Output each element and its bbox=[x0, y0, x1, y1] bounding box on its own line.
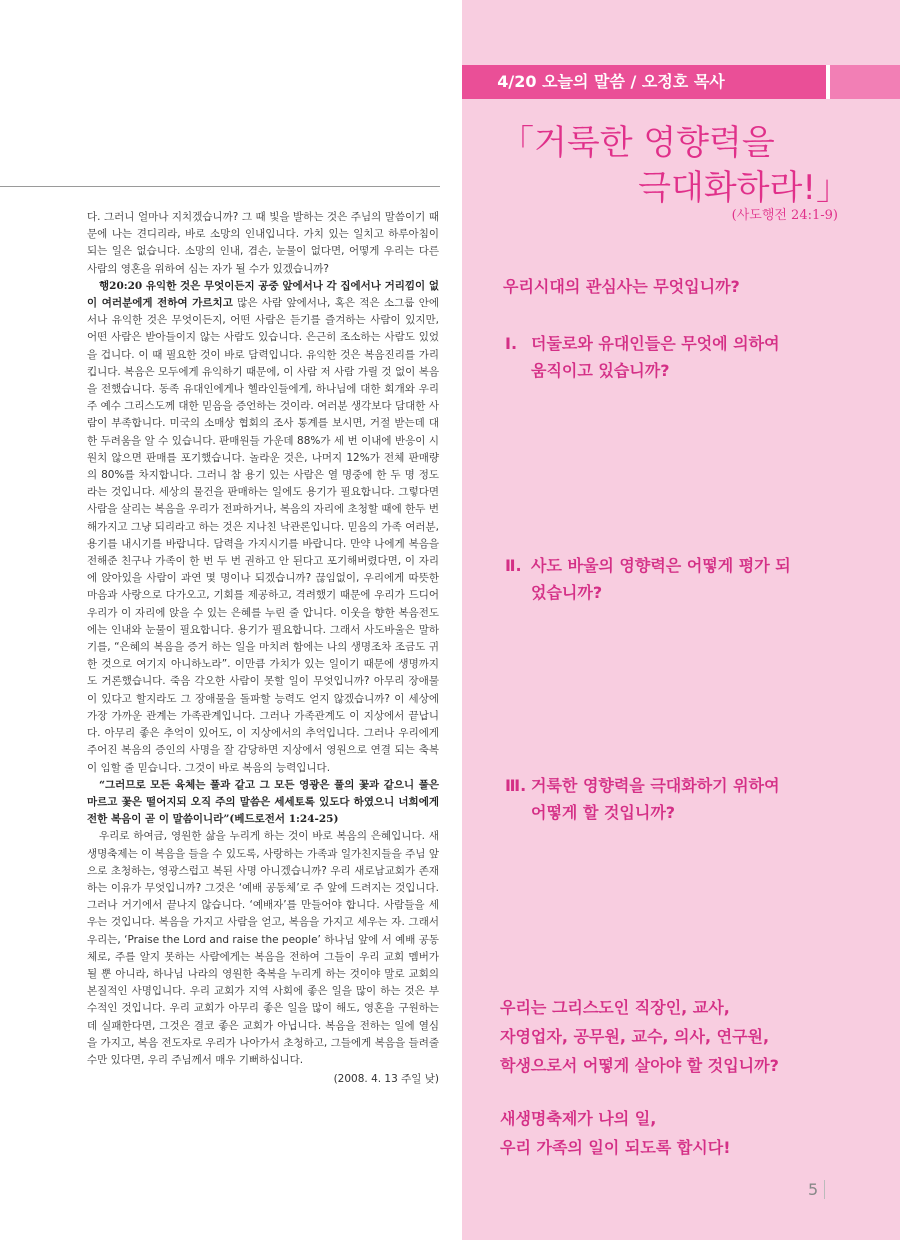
verse-acts-20-20: 행20:20 유익한 것은 무엇이든지 공중 앞에서나 각 집에서나 거리낌이 없이 여러분에게 전하여 가르치고 bbox=[87, 279, 439, 310]
outline-point-1 bbox=[505, 330, 780, 384]
header-accent-block bbox=[826, 65, 900, 99]
verse-1-peter bbox=[87, 777, 439, 829]
top-rule bbox=[0, 186, 440, 187]
paragraph-2 bbox=[87, 278, 439, 777]
header-label: 4/20 오늘의 말씀 / 오정호 목사 bbox=[497, 72, 725, 91]
paragraph-2-text: 많은 사람 앞에서나, 혹은 적은 소그룹 안에서나 유익한 것은 무엇이든지, 어떤 사람은 듣기를 즐겨하는 사람이 있지만, 어떤 사람은 받아들이지 않는 사람도 있습니다. 은근히 조소하는 사람도 있었을 겁니다. 이 때 필요한 것이 바로 담력입니다. 유익한 것은 복음진리를 가리킵니다. 복음은 모두에게 유익하기 때문에, 이 사람 저 사람 가릴 것 없이 복음을 전했습니다. 동족 유대인에게나 헬라인들에게, 하나님에 대한 회개와 우리 주 예수 그리스도께 대한 믿음을 증언하는 것이라. 여러분 생각보다 담대한 사람이 부족합니다. 미국의 소매상 협회의 조사 통계를 보시면, 거절 받는데 대한 두려움을 알 수 있습니다. 판매원들 가운데 88%가 세 번 이내에 반응이 시원치 않으면 판매를 포기했습니다. 놀라운 것은, 나머지 12%가 전체 판매량의 80%를 차지합니다. 그러니 참 용기 있는 사람은 열 명중에 한 두 명 정도라는 것입니다. 세상의 물건을 판매하는 일에도 용기가 필요합니다. 그렇다면 사람을 살리는 복음을 우리가 전파하거나, 복음의 자리에 초청할 때에 한두 번 해가지고 그냥 되리라고 하는 것은 지나친 낙관론입니다. 믿음의 가족 여러분, 용기를 내시기를 바랍니다. 담력을 가지시기를 바랍니다. 만약 나에게 복음을 전해준 친구나 가족이 한 번 두 번 권하고 안 된다고 포기해버렸다면, 이 자리에 앉아있을 사람이 과연 몇 명이나 되겠습니까? 끊임없이, 우리에게 따뜻한 마음과 사랑으로 다가오고, 기회를 제공하고, 격려했기 때문에 우리가 드디어 우리가 이 자리에 앉을 수 있는 은혜를 누린 줄 압니다. 이웃을 향한 복음전도에는 인내와 눈물이 필요합니다. 용기가 필요합니다. 그래서 사도바울은 말하기를, “은혜의 복음을 증거 하는 일을 마치려 함에는 나의 생명조차 조금도 귀한 것으로 여기지 아니하노라”. 이만큼 가치가 있는 일이기 때문에 생명까지도 거론했습니다. 죽음 각오한 사람이 못할 일이 무엇입니까? 아무리 장애물이 있다고 할지라도 그 장애물을 돌파할 능력도 얻지 않겠습니까? 이 세상에 가장 가까운 관계는 가족관계입니다. 그러나 가족관계도 이 지상에서 끝납니다. 아무리 좋은 추억이 있어도, 이 지상에서의 추억입니다. 그러나 우리에게 주어진 복음의 증인의 사명을 잘 감당하면 지상에서 영원으로 연결 되는 축복이 임할 줄 믿습니다. 그것이 바로 복음의 능력입니다. bbox=[87, 297, 439, 774]
point-1-line-2: 움직이고 있습니까? bbox=[531, 361, 670, 380]
point-3-line-2: 어떻게 할 것입니까? bbox=[531, 803, 676, 822]
outline-point-3 bbox=[505, 772, 780, 826]
point-2-line-1: 사도 바울의 영향력은 어떻게 평가 되 bbox=[531, 556, 791, 575]
closing-exhortation-line-1: 새생명축제가 나의 일, bbox=[500, 1109, 657, 1128]
closing-question-line-3: 학생으로서 어떻게 살아야 할 것입니까? bbox=[500, 1056, 779, 1075]
closing-question-line-1: 우리는 그리스도인 직장인, 교사, bbox=[500, 998, 730, 1017]
open-bracket: 「 bbox=[500, 123, 534, 163]
outline-point-2 bbox=[505, 552, 791, 606]
closing-question bbox=[500, 993, 779, 1080]
paragraph-3: 우리로 하여금, 영원한 삶을 누리게 하는 것이 바로 복음의 은혜입니다. 새생명축제는 이 복음을 들을 수 있도록, 사랑하는 가족과 일가친지들을 주님 앞으로 초청하는, 영광스럽고 복된 사명 아니겠습니까? 우리 새로남교회가 존재하는 이유가 무엇입니까? 그것은 ‘예배 공동체’로 주 앞에 드려지는 것입니다. 그러나 거기에서 끝나지 않습니다. ‘예배자’를 만들어야 합니다. 사람들을 세우는 것입니다. 복음을 가지고 사람을 얻고, 복음을 가지고 세우는 자. 그래서 우리는, ‘Praise the Lord and raise the people’ 하나님 앞에 서 예배 공동체로, 주를 알지 못하는 사람에게는 복음을 전하여 그들이 우리 교회 멤버가 될 뿐 아니라, 하나님 나라의 영원한 축복을 누리게 하는 것이야 말로 교회의 본질적인 사명입니다. 우리 교회가 지역 사회에 좋은 일을 많이 하는 것은 부수적인 것입니다. 우리 교회가 아무리 좋은 일을 많이 해도, 영혼을 구원하는 데 실패한다면, 그것은 결코 좋은 교회가 아닙니다. 복음을 전하는 일에 열심을 가지고, 복음 전도자로 우리가 나아가서 초청하고, 그들에게 복음을 들려줄 수만 있다면, 우리 주님께서 매우 기뻐하십니다. bbox=[87, 830, 439, 1066]
closing-exhortation-line-2: 우리 가족의 일이 되도록 합시다! bbox=[500, 1138, 731, 1157]
closing-exhortation bbox=[500, 1104, 731, 1162]
point-1-number: Ⅰ. bbox=[505, 334, 518, 353]
close-bracket: 」 bbox=[816, 168, 850, 208]
point-2-line-2: 었습니까? bbox=[531, 583, 603, 602]
point-2-number: Ⅱ. bbox=[505, 556, 522, 575]
paragraph-1: 다. 그러니 얼마나 지치겠습니까? 그 때 빛을 발하는 것은 주님의 말씀이기 때문에 나는 견디리라, 바로 소망의 인내입니다. 가치 있는 일치고 하루아침이 되는 일은 없습니다. 소망의 인내, 겸손, 눈물이 없다면, 어떻게 우리는 다른 사람의 영혼을 위하여 심는 자가 될 수가 있겠습니까? bbox=[87, 211, 439, 275]
point-3-number: Ⅲ. bbox=[505, 776, 527, 795]
closing-question-line-2: 자영업자, 공무원, 교수, 의사, 연구원, bbox=[500, 1027, 770, 1046]
point-3-line-1: 거룩한 영향력을 극대화하기 위하여 bbox=[531, 776, 780, 795]
scripture-reference: (사도행전 24:1-9) bbox=[731, 208, 838, 223]
outline-intro: 우리시대의 관심사는 무엇입니까? bbox=[503, 277, 740, 296]
point-1-line-1: 더둘로와 유대인들은 무엇에 의하여 bbox=[531, 334, 780, 353]
sermon-title-line-1 bbox=[500, 115, 775, 164]
page-number: 5 bbox=[808, 1180, 825, 1199]
title-line-2-text: 극대화하라! bbox=[638, 168, 816, 208]
dateline: (2008. 4. 13 주일 낮) bbox=[333, 1073, 439, 1086]
verse-1-peter-text: “그러므로 모든 육체는 풀과 같고 그 모든 영광은 풀의 꽃과 같으니 풀은 마르고 꽃은 떨어지되 오직 주의 말씀은 세세토록 있도다 하였으니 너희에게 전한 복음이 곧 이 말씀이니라”(베드로전서 1:24-25) bbox=[87, 778, 439, 826]
sermon-title-line-2 bbox=[638, 160, 850, 209]
sermon-body bbox=[87, 209, 439, 1088]
title-line-1-text: 거룩한 영향력을 bbox=[534, 123, 775, 163]
